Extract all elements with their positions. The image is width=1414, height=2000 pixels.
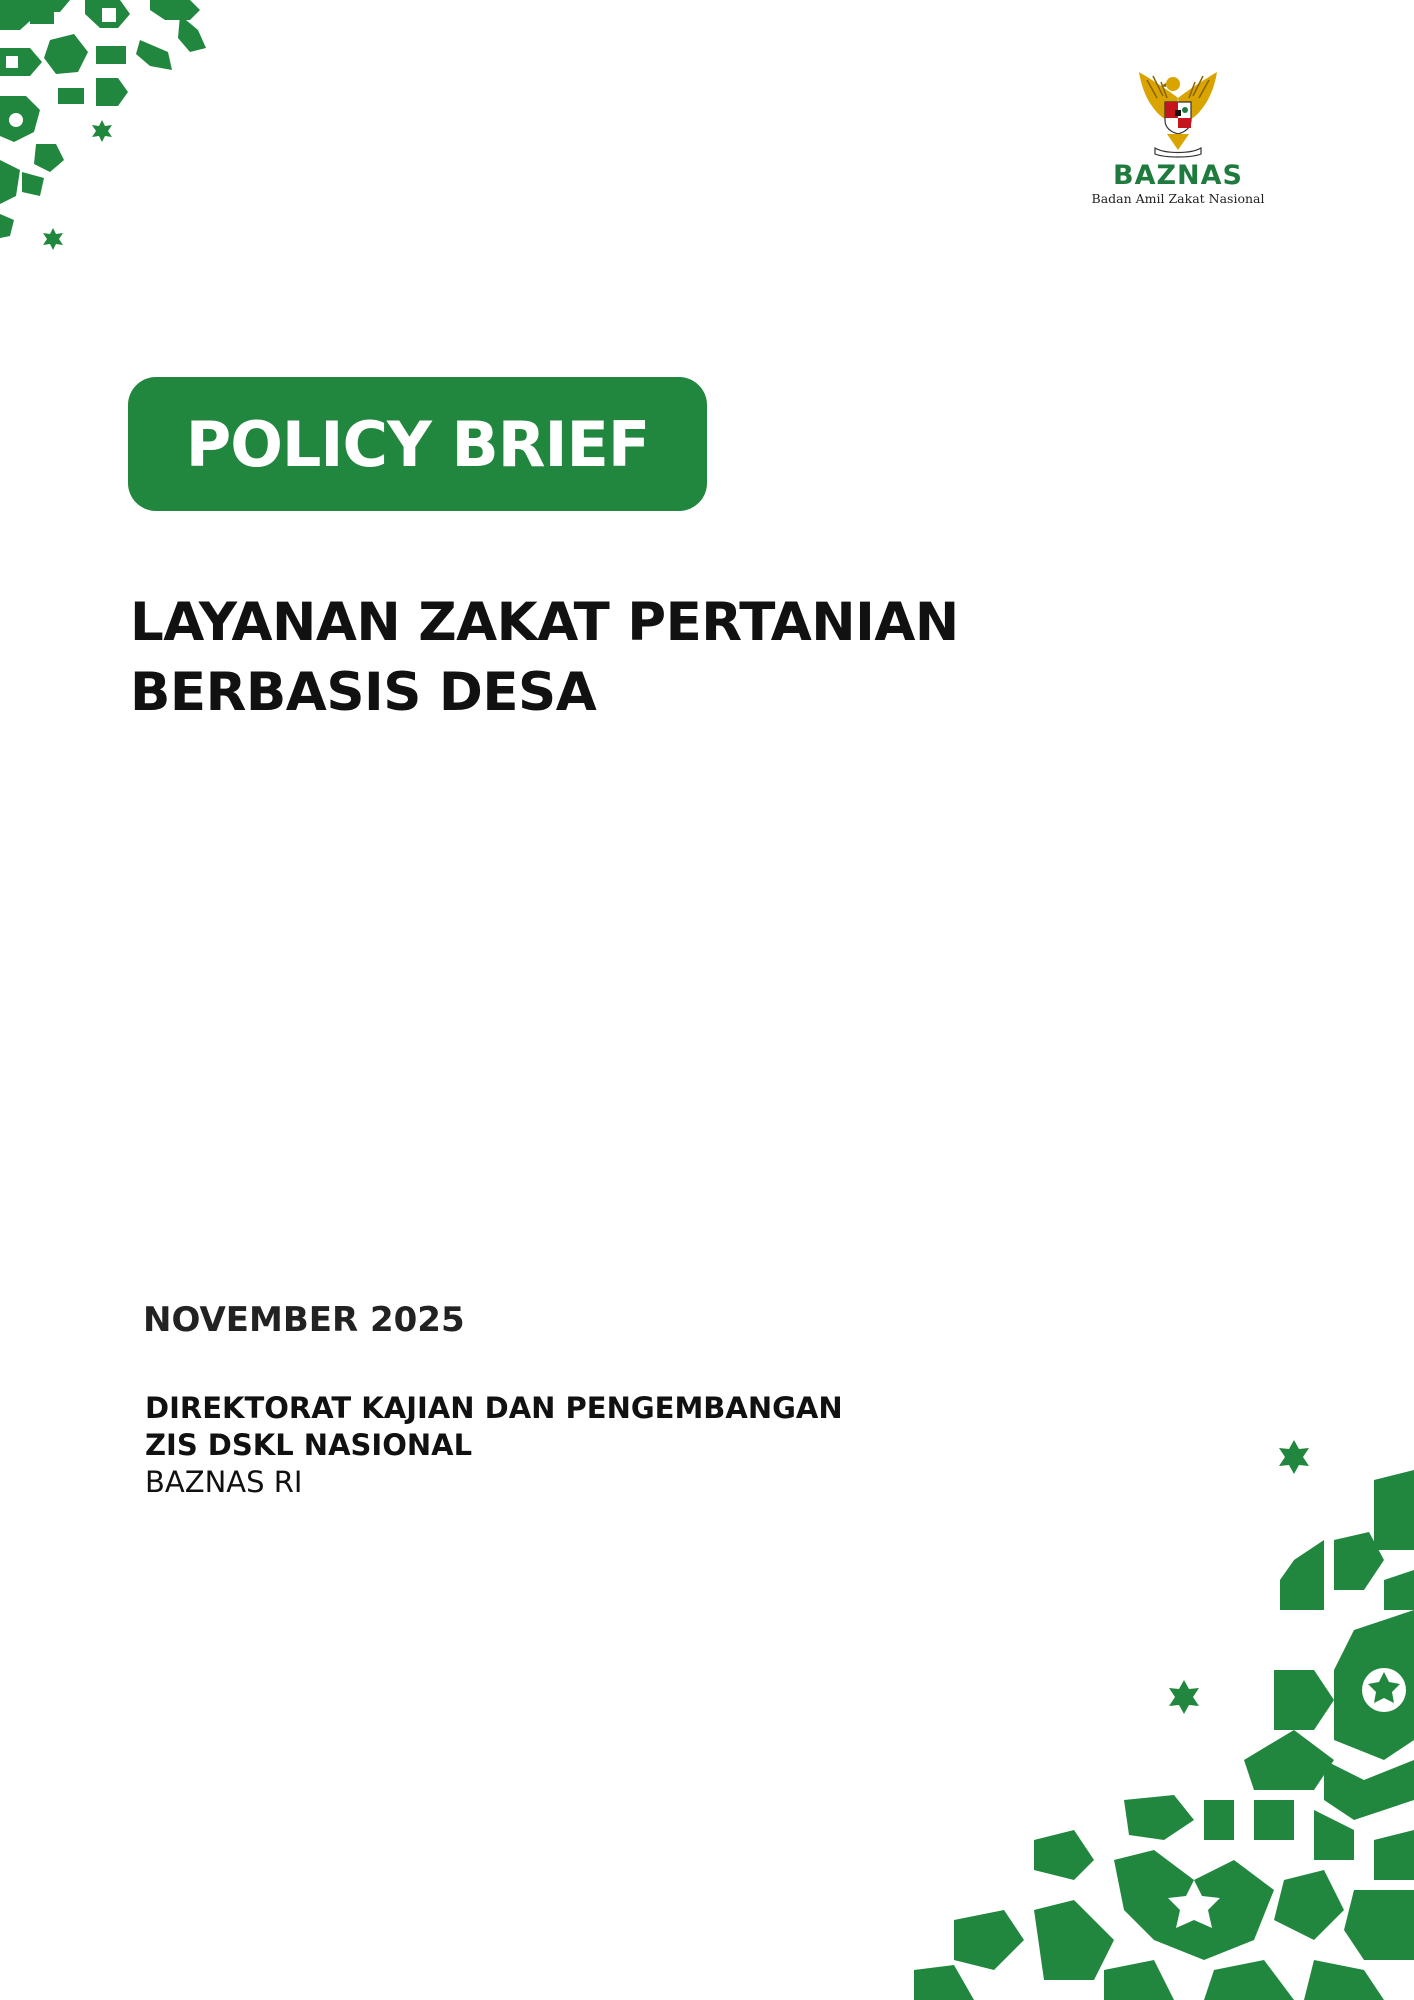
publisher-line-1: DIREKTORAT KAJIAN DAN PENGEMBANGAN — [145, 1391, 843, 1425]
publication-date: NOVEMBER 2025 — [143, 1300, 465, 1340]
publisher-line-2: ZIS DSKL NASIONAL — [145, 1428, 473, 1462]
logo-subtitle: Badan Amil Zakat Nasional — [1091, 191, 1265, 206]
islamic-ornament-top-left — [0, 0, 230, 250]
islamic-ornament-bottom-right — [914, 1440, 1414, 2000]
badge-label: POLICY BRIEF — [185, 407, 650, 481]
garuda-pancasila-emblem-icon — [1135, 68, 1221, 160]
logo-name: BAZNAS — [1113, 160, 1243, 191]
publisher-block — [145, 1390, 843, 1501]
publisher-line-3: BAZNAS RI — [145, 1465, 303, 1499]
document-title — [130, 588, 1130, 728]
baznas-logo — [1078, 68, 1278, 218]
title-line-2: BERBASIS DESA — [130, 662, 597, 723]
title-line-1: LAYANAN ZAKAT PERTANIAN — [130, 592, 959, 653]
policy-brief-badge — [128, 377, 707, 511]
